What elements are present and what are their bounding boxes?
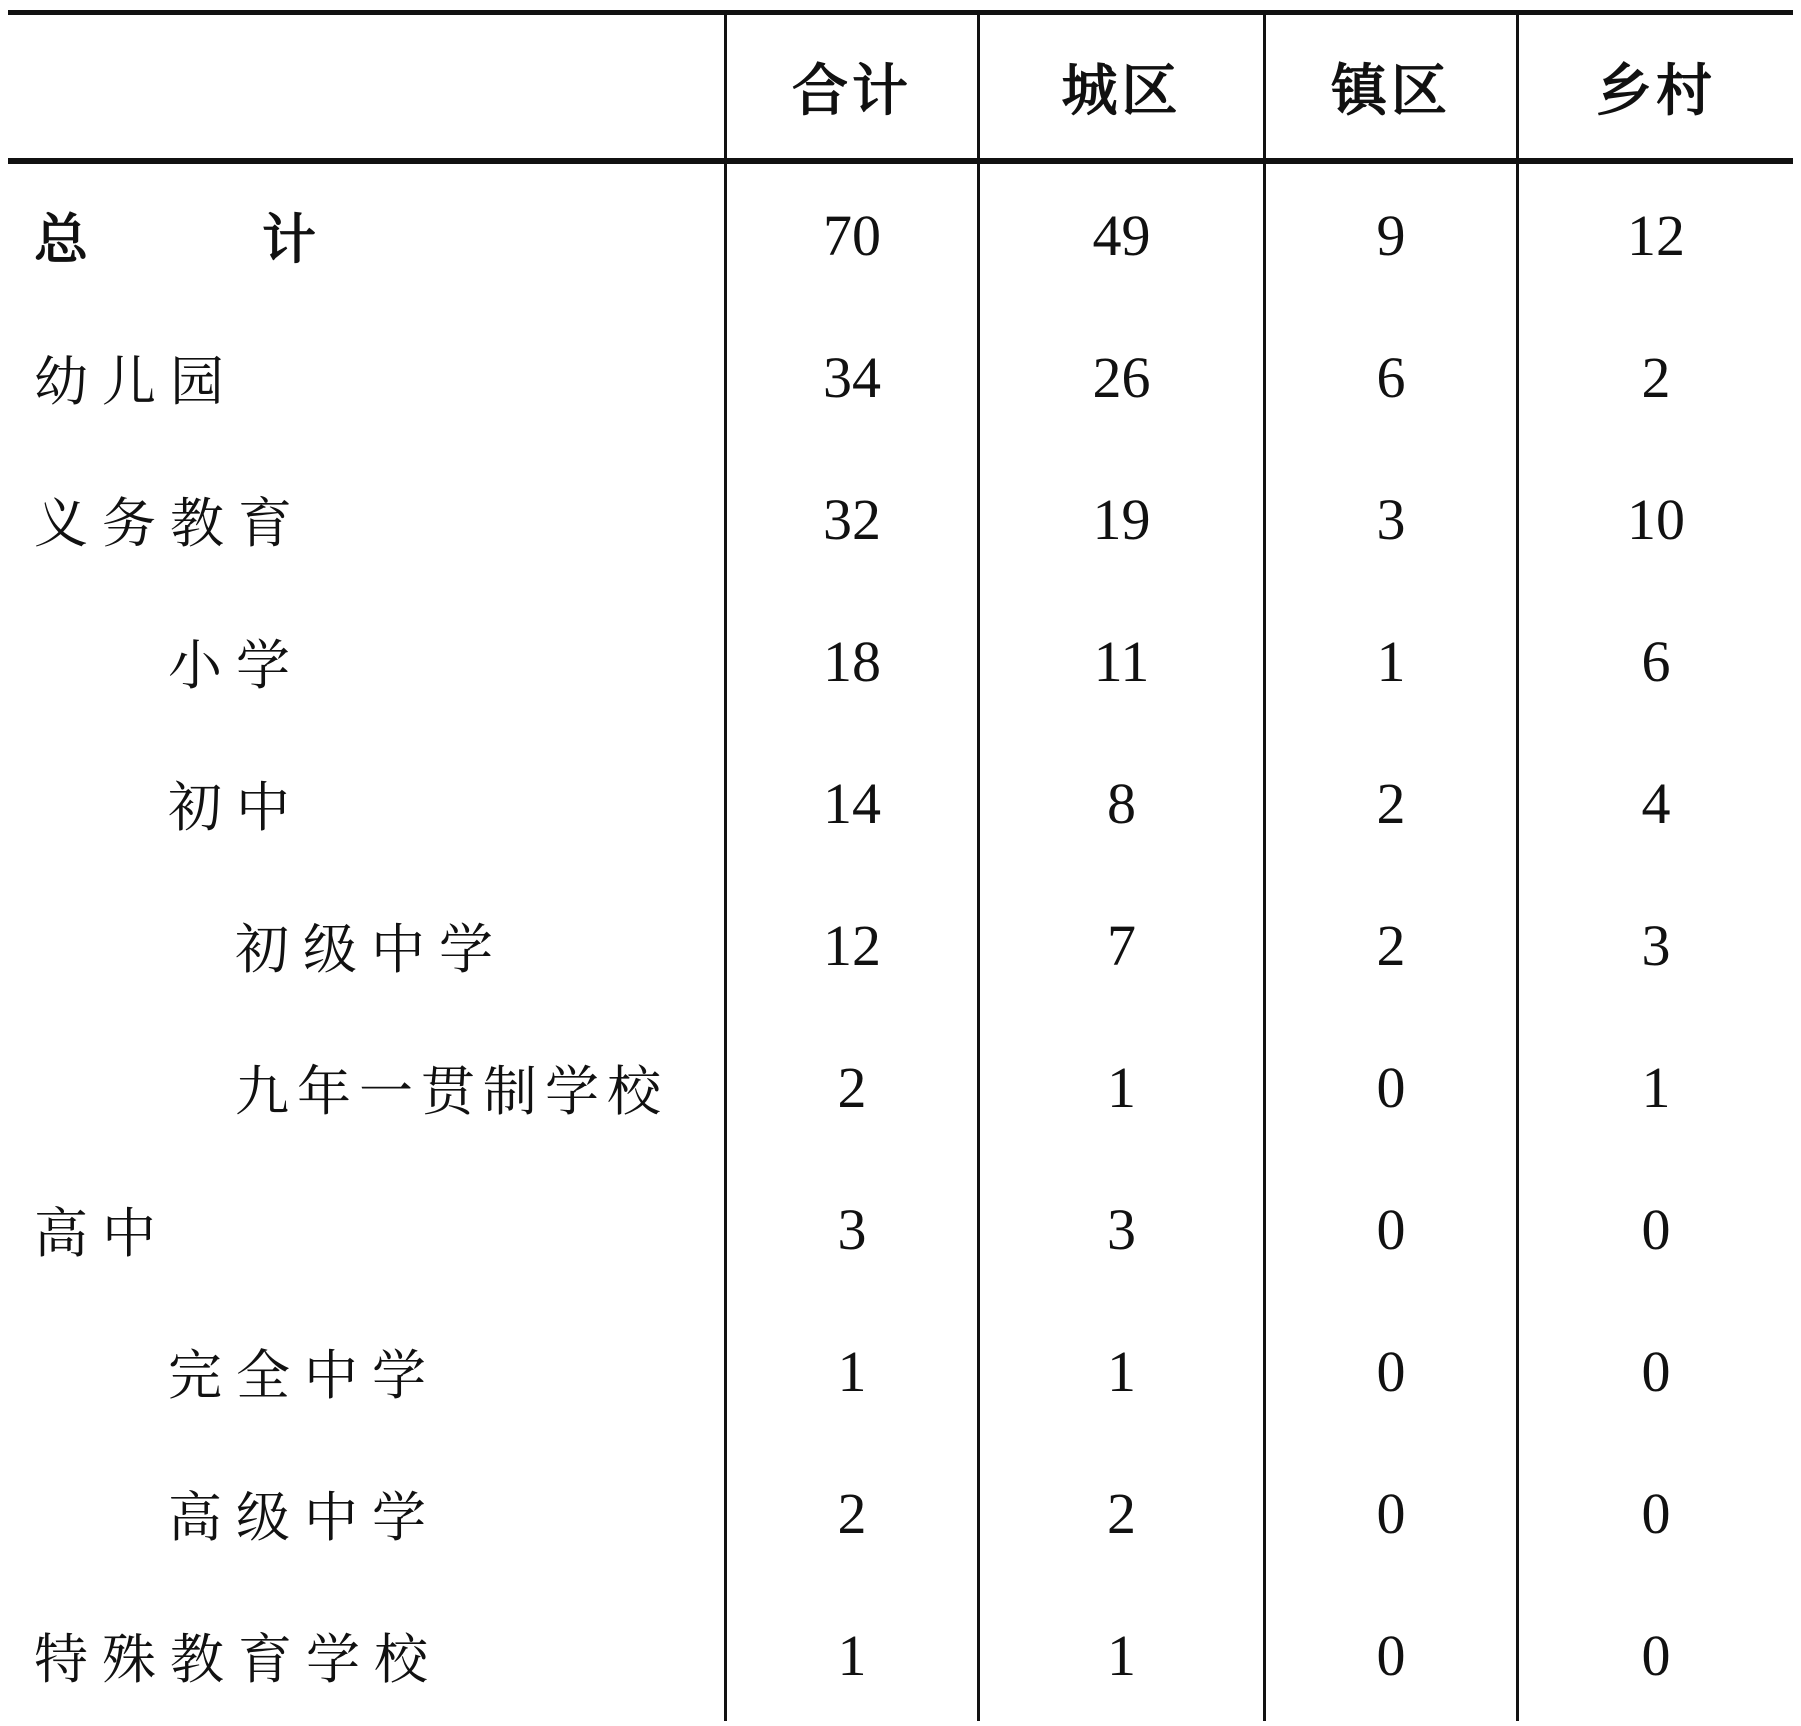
cell-urban: 2 <box>1107 1480 1136 1546</box>
row-label: 初中 <box>168 775 304 839</box>
cell-rural: 10 <box>1627 486 1685 552</box>
cell-rural: 1 <box>1641 1054 1671 1120</box>
cell-urban: 19 <box>1092 486 1151 552</box>
table-row <box>8 448 1793 590</box>
row-label: 小学 <box>168 633 304 697</box>
cell-town: 1 <box>1376 628 1406 694</box>
row-label: 高级中学 <box>168 1485 440 1549</box>
cell-town: 6 <box>1376 344 1406 410</box>
cell-rural: 0 <box>1641 1196 1671 1262</box>
table-row <box>8 1442 1793 1584</box>
cell-total: 12 <box>823 912 881 978</box>
table-row-grand-total <box>8 164 1793 306</box>
cell-town: 3 <box>1376 486 1406 552</box>
column-header-town: 镇区 <box>1331 58 1451 124</box>
cell-town: 2 <box>1376 770 1406 836</box>
cell-town: 2 <box>1376 912 1406 978</box>
cell-town: 0 <box>1376 1054 1406 1120</box>
cell-rural: 0 <box>1641 1338 1671 1404</box>
table-row <box>8 874 1793 1016</box>
cell-total: 34 <box>823 344 881 410</box>
cell-town: 0 <box>1376 1196 1406 1262</box>
table-row <box>8 306 1793 448</box>
row-label: 高中 <box>34 1201 170 1265</box>
cell-rural: 12 <box>1627 202 1685 268</box>
cell-town: 0 <box>1376 1622 1406 1688</box>
table-row <box>8 590 1793 732</box>
cell-rural: 2 <box>1641 344 1671 410</box>
cell-urban: 3 <box>1107 1196 1136 1262</box>
cell-total: 2 <box>837 1480 867 1546</box>
cell-rural: 6 <box>1641 628 1671 694</box>
cell-rural: 0 <box>1641 1622 1671 1688</box>
row-label: 幼儿园 <box>34 349 238 413</box>
cell-urban: 11 <box>1093 628 1150 694</box>
row-label: 特殊教育学校 <box>34 1627 442 1691</box>
cell-total: 3 <box>837 1196 867 1262</box>
cell-rural: 3 <box>1641 912 1671 978</box>
cell-urban: 1 <box>1107 1338 1136 1404</box>
cell-town: 0 <box>1376 1338 1406 1404</box>
cell-total: 1 <box>837 1338 867 1404</box>
row-label: 九年一贯制学校 <box>235 1059 669 1123</box>
row-label: 义务教育 <box>34 491 306 555</box>
cell-total: 32 <box>823 486 881 552</box>
cell-total: 1 <box>837 1622 867 1688</box>
cell-total: 2 <box>837 1054 867 1120</box>
cell-urban: 26 <box>1092 344 1151 410</box>
cell-urban: 49 <box>1092 202 1151 268</box>
table-row <box>8 732 1793 874</box>
row-label: 完全中学 <box>168 1343 440 1407</box>
column-header-urban: 城区 <box>1061 58 1182 124</box>
cell-urban: 1 <box>1107 1054 1136 1120</box>
column-header-rural: 乡村 <box>1596 58 1716 124</box>
cell-total: 18 <box>823 628 881 694</box>
cell-rural: 4 <box>1641 770 1671 836</box>
column-header-total: 合计 <box>792 58 912 124</box>
cell-total: 14 <box>823 770 881 836</box>
table-row <box>8 1300 1793 1442</box>
cell-town: 0 <box>1376 1480 1406 1546</box>
table-row <box>8 1016 1793 1158</box>
cell-total: 70 <box>823 202 881 268</box>
table-row <box>8 1158 1793 1300</box>
row-label: 总 计 <box>34 207 376 271</box>
cell-urban: 1 <box>1107 1622 1136 1688</box>
cell-rural: 0 <box>1641 1480 1671 1546</box>
table-row <box>8 1584 1793 1726</box>
cell-urban: 7 <box>1107 912 1136 978</box>
cell-town: 9 <box>1376 202 1406 268</box>
row-label: 初级中学 <box>235 917 507 981</box>
cell-urban: 8 <box>1107 770 1136 836</box>
school-count-table <box>8 0 1793 1721</box>
